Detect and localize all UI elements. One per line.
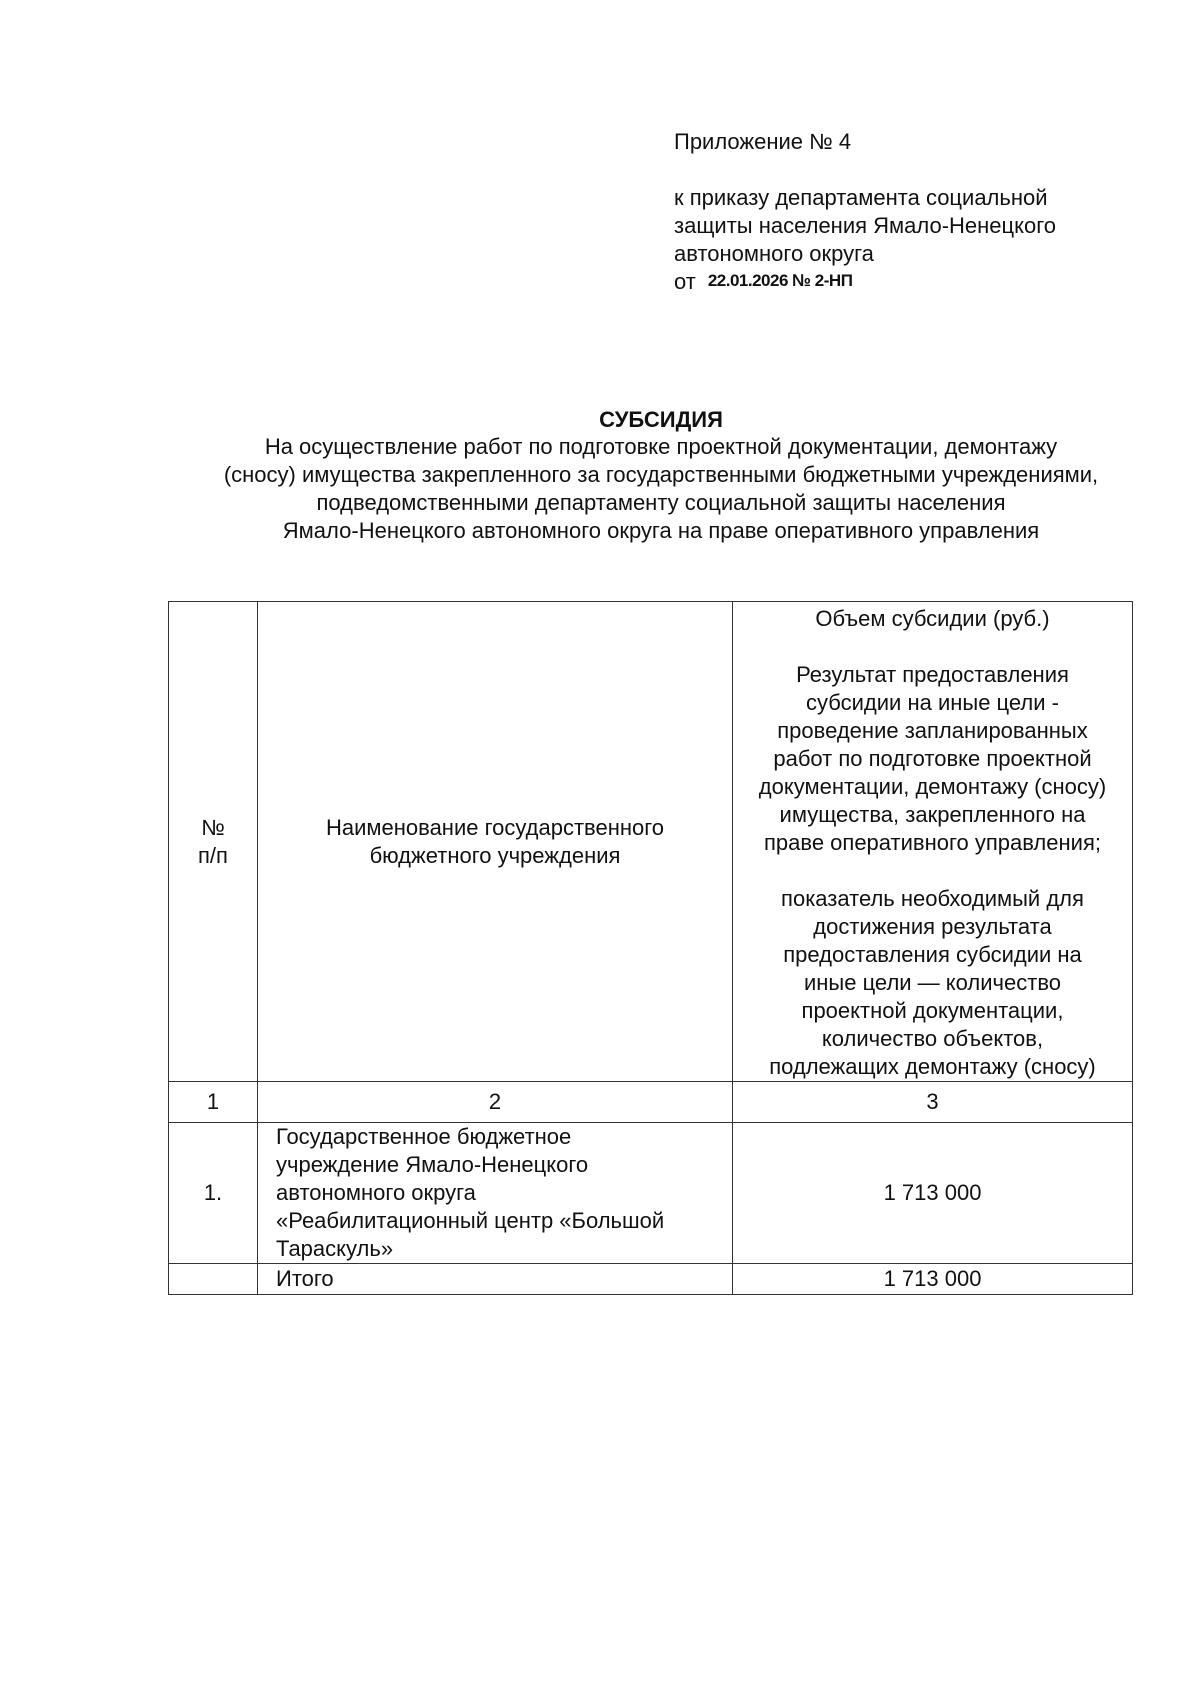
row-name-line: «Реабилитационный центр «Большой [276,1208,665,1233]
indicator-line: иные цели — количество [803,970,1061,995]
result-line: проведение запланированных [777,718,1088,743]
subtitle-line: На осуществление работ по подготовке проектной документации, демонтажу [264,434,1058,459]
header-num-cell [169,602,258,1082]
order-date-number: 22.01.2026 № 2-НП [707,271,853,290]
total-row [169,1264,1133,1295]
indicator-line: проектной документации, [801,998,1064,1023]
indicator-line: количество объектов, [821,1026,1044,1051]
indicator-line: показатель необходимый для [781,886,1084,911]
paragraph-gap [736,857,1129,885]
appendix-title: Приложение № 4 [674,129,852,154]
row-name-line: учреждение Ямало-Ненецкого [276,1152,589,1177]
row-amount-cell: 1 713 000 [733,1123,1133,1264]
appendix-line: защиты населения Ямало-Ненецкого [674,213,1057,238]
date-prefix: от [674,269,696,294]
indicator-line: подлежащих демонтажу (сносу) [769,1054,1096,1079]
result-line: имущества, закрепленного на [779,802,1086,827]
result-line: работ по подготовке проектной [773,746,1092,771]
result-line: праве оперативного управления; [764,830,1101,855]
subtitle-line: Ямало-Ненецкого автономного округа на праве оперативного управления [282,518,1040,543]
header-name-line: бюджетного учреждения [369,842,621,868]
appendix-line: к приказу департамента социальной [674,185,1048,210]
subsidy-table [168,601,1133,1295]
row-num-cell: 1. [169,1123,258,1264]
appendix-line: автономного округа [674,241,874,266]
header-volume-cell [733,602,1133,1082]
row-name-line: автономного округа [276,1180,476,1205]
row-name-line: Государственное бюджетное [276,1124,572,1149]
paragraph-gap [736,633,1129,661]
result-line: документации, демонтажу (сносу) [758,774,1107,799]
column-index-cell: 2 [258,1082,733,1123]
total-label-cell: Итого [258,1264,733,1295]
row-name-cell [258,1123,733,1264]
subtitle-line: (сносу) имущества закрепленного за государственными бюджетными учреждениями, [223,462,1099,487]
table-row [169,1123,1133,1264]
header-volume-title: Объем субсидии (руб.) [815,606,1050,631]
row-name-line: Тараскуль» [276,1236,394,1261]
table-header-row [169,602,1133,1082]
header-name-line: Наименование государственного [325,814,665,840]
subtitle-line: подведомственными департаменту социальной защиты населения [316,490,1006,515]
result-line: субсидии на иные цели - [806,690,1059,715]
indicator-line: предоставления субсидии на [783,942,1082,967]
result-line: Результат предоставления [796,662,1069,687]
document-title: СУБСИДИЯ [599,407,723,432]
header-name-cell [258,602,733,1082]
column-index-row [169,1082,1133,1123]
total-empty-cell [169,1264,258,1295]
header-num-line: № [201,814,225,840]
header-num-line: п/п [198,842,228,868]
column-index-cell: 3 [733,1082,1133,1123]
appendix-date-line [674,268,1134,298]
indicator-line: достижения результата [813,914,1052,939]
column-index-cell: 1 [169,1082,258,1123]
total-amount-cell: 1 713 000 [733,1264,1133,1295]
appendix-block [674,128,1134,298]
document-subtitle [160,433,1162,545]
